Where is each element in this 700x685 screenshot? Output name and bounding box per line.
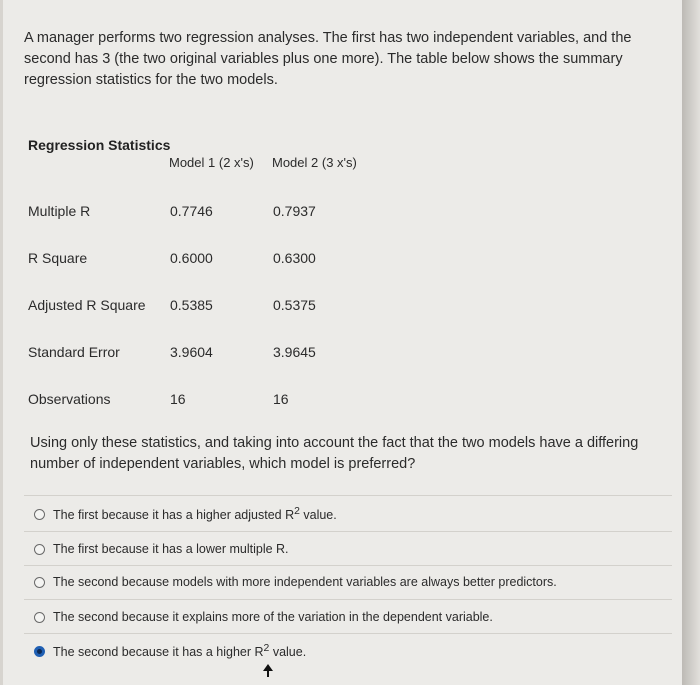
row-label-adjusted-r-square: Adjusted R Square — [28, 297, 146, 313]
cell-r-square-model-1: 0.6000 — [170, 250, 213, 266]
answer-option-5[interactable] — [34, 640, 654, 662]
radio-button[interactable] — [34, 612, 45, 623]
row-label-observations: Observations — [28, 391, 111, 407]
answer-option-2[interactable] — [34, 538, 654, 560]
radio-button[interactable] — [34, 544, 45, 555]
cell-adjusted-r-square-model-2: 0.5375 — [273, 297, 316, 313]
cell-observations-model-2: 16 — [273, 391, 289, 407]
cell-r-square-model-2: 0.6300 — [273, 250, 316, 266]
cell-multiple-r-model-2: 0.7937 — [273, 203, 316, 219]
cell-observations-model-1: 16 — [170, 391, 186, 407]
radio-button[interactable] — [34, 509, 45, 520]
screen-edge — [682, 0, 700, 685]
row-label-multiple-r: Multiple R — [28, 203, 91, 219]
column-header-model-2: Model 2 (3 x's) — [272, 155, 357, 170]
answer-option-label: The first because it has a lower multiple R. — [53, 542, 289, 556]
answer-option-3[interactable] — [34, 571, 654, 593]
divider — [24, 495, 672, 496]
divider — [24, 633, 672, 634]
row-label-standard-error: Standard Error — [28, 344, 120, 360]
answer-option-1[interactable] — [34, 503, 654, 525]
answer-option-4[interactable] — [34, 606, 654, 628]
answer-option-label: The second because it explains more of the variation in the dependent variable. — [53, 610, 493, 624]
question-text: Using only these statistics, and taking into account the fact that the two models have a differing number of independent variables, which model is preferred? — [30, 435, 639, 472]
cell-multiple-r-model-1: 0.7746 — [170, 203, 213, 219]
cell-standard-error-model-1: 3.9604 — [170, 344, 213, 360]
intro-text: A manager performs two regression analyses. The first has two independent variables, and the second has 3 (the two original variables plus one more). The table below shows the summary regression statistics for the two models. — [24, 30, 632, 88]
mouse-cursor-icon — [262, 664, 274, 678]
divider — [24, 565, 672, 566]
column-header-model-1: Model 1 (2 x's) — [169, 155, 254, 170]
radio-button[interactable] — [34, 577, 45, 588]
answer-option-label: The second because models with more independent variables are always better predictors. — [53, 575, 557, 589]
radio-button-selected[interactable] — [34, 646, 45, 657]
answer-option-label: The first because it has a higher adjusted $R^2$ value. — [53, 505, 337, 523]
table-title: Regression Statistics — [28, 137, 171, 153]
row-label-r-square: R Square — [28, 250, 88, 266]
answer-option-label: The second because it has a higher $R^2$ value. — [53, 642, 307, 660]
cell-standard-error-model-2: 3.9645 — [273, 344, 316, 360]
cell-adjusted-r-square-model-1: 0.5385 — [170, 297, 213, 313]
divider — [24, 531, 672, 532]
divider — [24, 599, 672, 600]
